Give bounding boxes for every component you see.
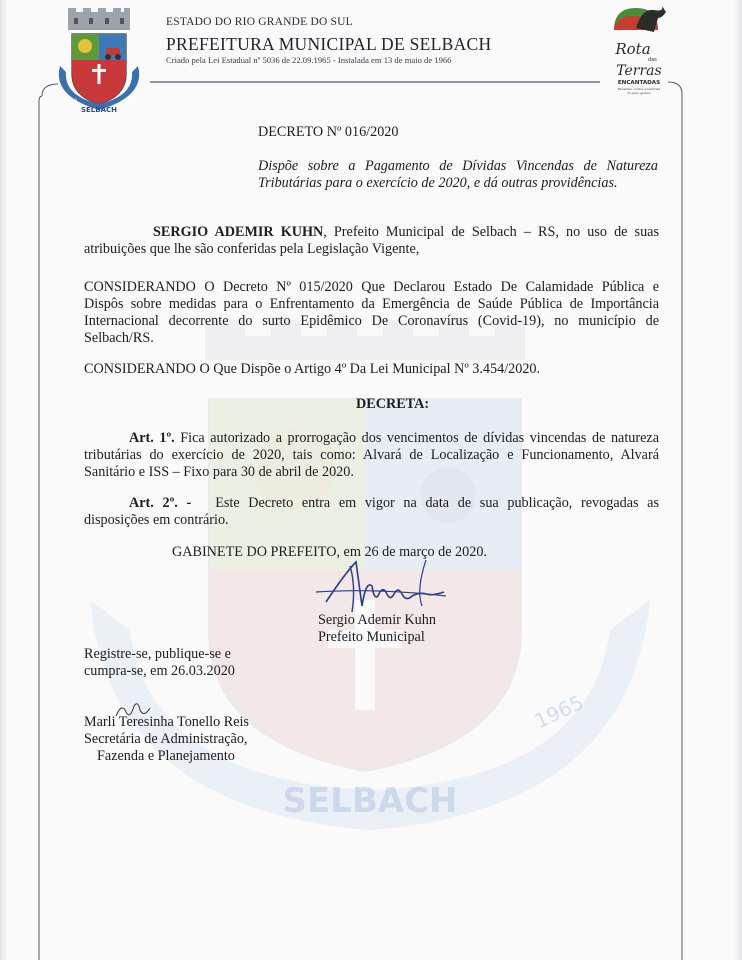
rota-tagline2: do povo gaúcho bbox=[626, 91, 652, 95]
header-prefeitura: PREFEITURA MUNICIPAL DE SELBACH bbox=[166, 34, 492, 54]
mayor-signature bbox=[306, 552, 466, 618]
rota-tagline1: Recantos, contos e histórias bbox=[617, 87, 661, 91]
page-shadow-right bbox=[734, 0, 742, 960]
decree-intro-line1 bbox=[84, 224, 659, 241]
article2-label: Art. 2º. - bbox=[129, 495, 192, 511]
register-line1: Registre-se, publique-se e bbox=[84, 646, 231, 662]
article1-line2: tributárias do exercício de 2020, tais como: Alvará de Localização e Funcionamento, Alvará bbox=[84, 447, 659, 463]
decree-number: DECRETO Nº 016/2020 bbox=[258, 124, 399, 140]
signer-name: Sergio Ademir Kuhn bbox=[318, 612, 436, 628]
decree-summary-line1: Dispõe sobre a Pagamento de Dívidas Vincendas de Natureza bbox=[258, 158, 658, 174]
rota-line2: das bbox=[648, 57, 657, 63]
decree-intro-line2: atribuições que lhe são conferidas pela Legislação Vigente, bbox=[84, 241, 420, 257]
considerando1-line4: Selbach/RS. bbox=[84, 330, 154, 346]
article2-line1 bbox=[84, 495, 659, 512]
article1-line3: Sanitário e ISS – Fixo para 30 de abril de 2020. bbox=[84, 464, 354, 480]
municipal-crest bbox=[50, 6, 148, 116]
article2-line2: disposições em contrário. bbox=[84, 512, 229, 528]
crest-right-date: 1965 bbox=[124, 99, 136, 104]
watermark-year: 1965 bbox=[530, 690, 588, 734]
decreta-heading: DECRETA: bbox=[356, 396, 430, 412]
header-state: ESTADO DO RIO GRANDE DO SUL bbox=[166, 16, 353, 28]
rota-line4: ENCANTADAS bbox=[617, 80, 661, 86]
secretary-title1: Secretária de Administração, bbox=[84, 731, 248, 747]
header-created: Criado pela Lei Estadual nº 5036 de 22.09.1965 - Instalada em 13 de maio de 1966 bbox=[166, 55, 452, 65]
register-line2: cumpra-se, em 26.03.2020 bbox=[84, 663, 235, 679]
article1-line1 bbox=[84, 430, 659, 447]
rota-line3: Terras bbox=[616, 63, 662, 79]
article1-text: Fica autorizado a prorrogação dos vencimentos de dívidas vincendas de natureza bbox=[174, 430, 659, 446]
secretary-name: Marli Teresinha Tonello Reis bbox=[84, 714, 249, 730]
mayor-name: SERGIO ADEMIR KUHN bbox=[153, 224, 324, 240]
page-shadow-left bbox=[0, 0, 8, 960]
intro-rest: , Prefeito Municipal de Selbach – RS, no uso de suas bbox=[323, 224, 659, 240]
considerando1-line1: CONSIDERANDO O Decreto Nº 015/2020 Que Declarou Estado De Calamidade Pública e bbox=[84, 279, 659, 295]
article1-label: Art. 1º. bbox=[129, 430, 175, 446]
considerando1-line3: Internacional decorrente do surto Epidêmico De Coronavírus (Covid-19), no município de bbox=[84, 313, 659, 329]
article2-text: Este Decreto entra em vigor na data de sua publicação, revogadas as bbox=[215, 495, 659, 511]
considerando2: CONSIDERANDO O Que Dispõe o Artigo 4º Da Lei Municipal Nº 3.454/2020. bbox=[84, 361, 541, 377]
considerando1-line2: Dispôs sobre medidas para o Enfrentamento da Emergência de Saúde Pública de Importância bbox=[84, 296, 659, 312]
secretary-title2: Fazenda e Planejamento bbox=[97, 748, 235, 764]
crest-left-date: 22.09 bbox=[64, 99, 77, 104]
decree-summary-line2: Tributárias para o exercício de 2020, e dá outras providências. bbox=[258, 175, 618, 191]
gabinete-date: GABINETE DO PREFEITO, em 26 de março de 2020. bbox=[172, 544, 487, 560]
rota-line1: Rota bbox=[615, 40, 651, 58]
watermark-name: SELBACH bbox=[282, 781, 458, 821]
rota-das-terras-logo bbox=[608, 4, 670, 110]
signer-title: Prefeito Municipal bbox=[318, 629, 425, 645]
crest-banner-text: SELBACH bbox=[80, 106, 118, 114]
